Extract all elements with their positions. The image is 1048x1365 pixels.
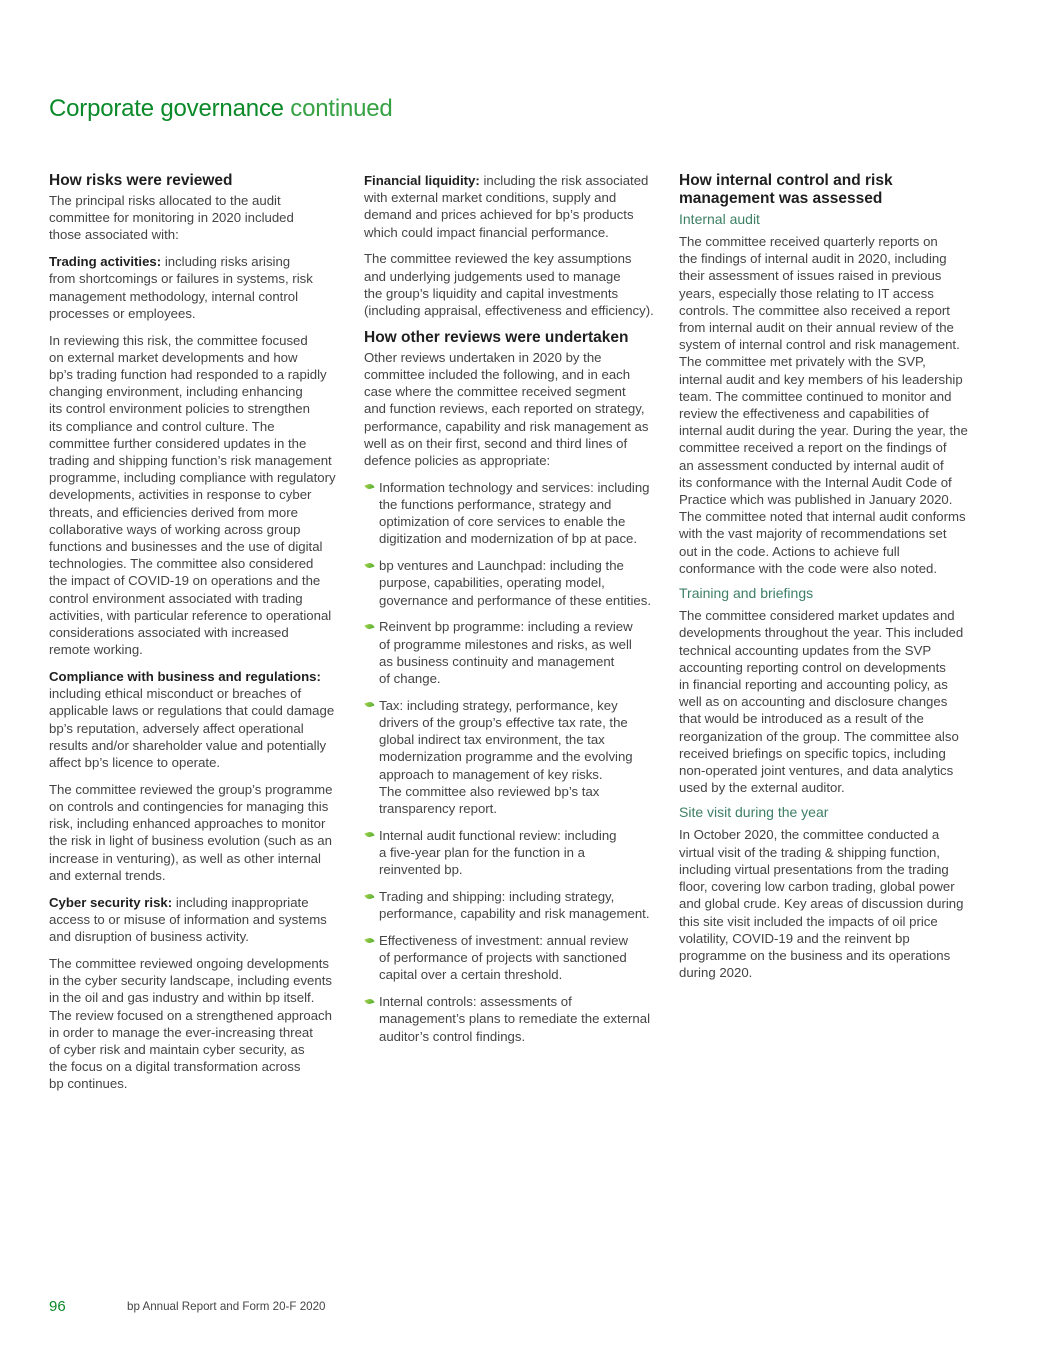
financial-liquidity-text: including the risk associated with external market conditions, supply and demand and prices achieved for bp’s products which could impact financial performance. xyxy=(364,173,649,240)
review-list-item xyxy=(364,697,662,817)
review-item-text: Reinvent bp programme: including a review of programme milestones and risks, as well as business continuity and management of change. xyxy=(379,619,633,687)
review-item-text: Effectiveness of investment: annual review of performance of projects with sanctioned capital over a certain threshold. xyxy=(379,933,628,983)
page-title-main: Corporate governance xyxy=(49,95,284,122)
financial-liquidity-lead: Financial liquidity: xyxy=(364,173,480,188)
leaf-bullet-icon xyxy=(364,483,374,491)
review-list-item xyxy=(364,932,662,984)
compliance-text: including ethical misconduct or breaches of applicable laws or regulations that could damage bp’s reputation, adversely affect operational results and/or shareholder value and potentially affect bp’s licence to operate. xyxy=(49,686,335,771)
leaf-bullet-icon xyxy=(364,892,374,900)
column-middle xyxy=(364,172,662,1054)
training-subheading: Training and briefings xyxy=(679,585,814,602)
publication-title: bp Annual Report and Form 20-F 2020 xyxy=(127,1300,326,1313)
training-paragraph: The committee considered market updates and developments throughout the year. This included technical accounting updates from the SVP accounting reporting control on developments in financial reporting and accounting policy, as well as on accounting and disclosure changes that would be introduced as a result of the reorganization of the group. The committee also received briefings on specific topics, including non-operated joint ventures, and data analytics used by the external auditor. xyxy=(679,608,964,796)
leaf-bullet-icon xyxy=(364,936,374,944)
trading-activities-paragraph xyxy=(49,253,345,322)
compliance-review-paragraph: The committee reviewed the group’s programme on controls and contingencies for managing this risk, including enhanced approaches to monitor the risk in light of business evolution (such as an increase in venturing), as well as other internal and external trends. xyxy=(49,781,333,883)
review-list-item xyxy=(364,827,662,879)
cyber-security-lead: Cyber security risk: xyxy=(49,894,173,910)
trading-activities-text: including risks arising from shortcomings or failures in systems, risk management methodology, internal control processes or employees. xyxy=(49,254,313,321)
leaf-bullet-icon xyxy=(364,831,374,839)
leaf-bullet-icon xyxy=(364,997,374,1005)
review-item-text: bp ventures and Launchpad: including the purpose, capabilities, operating model, governance and performance of these entities. xyxy=(379,558,651,608)
trading-review-paragraph: In reviewing this risk, the committee focused on external market developments and how bp’s trading function had responded to a rapidly changing environment, including enhancing its control environment policies to strengthen its compliance and control culture. The committee further considered updates in the trading and shipping function’s risk management programme, including compliance with regulatory developments, activities in response to cyber threats, and efficiencies derived from more collaborative ways of working across group functions and businesses and the use of digital technologies. The committee also considered the impact of COVID-19 on operations and the control environment associated with trading activities, with particular reference to operational considerations associated with increased remote working. xyxy=(49,332,336,658)
financial-liquidity-paragraph xyxy=(364,172,662,241)
review-list-item xyxy=(364,618,662,687)
review-item-text: Internal audit functional review: including a five-year plan for the function in a reinvented bp. xyxy=(379,827,617,878)
other-reviews-intro-paragraph: Other reviews undertaken in 2020 by the committee included the following, and in each case where the committee received segment and function reviews, each reported on strategy, performance, capability and risk management as well as on their first, second and third lines of defence policies as appropriate: xyxy=(364,349,649,469)
leaf-bullet-icon xyxy=(364,623,374,631)
cyber-security-text: including inappropriate access to or misuse of information and systems and disruption of business activity. xyxy=(49,894,327,945)
cyber-review-paragraph: The committee reviewed ongoing developments in the cyber security landscape, including events in the oil and gas industry and within bp itself. The review focused on a strengthened approach in order to manage the ever-increasing threat of cyber risk and maintain cyber security, as the focus on a digital transformation across bp continues. xyxy=(49,955,332,1092)
site-visit-subheading: Site visit during the year xyxy=(679,804,829,821)
internal-audit-paragraph: The committee received quarterly reports on the findings of internal audit in 2020, including their assessment of issues raised in previous years, especially those relating to IT access controls. The committee also received a report from internal audit on their annual review of the system of internal control and risk management. The committee met privately with the SVP, internal audit and key members of his leadership team. The committee continued to monitor and review the effectiveness and capabilities of internal audit during the year. During the year, the committee received a report on the findings of an assessment conducted by internal audit of its conformance with the Internal Audit Code of Practice which was published in January 2020. The committee noted that internal audit conforms with the vast majority of recommendations set out in the code. Actions to achieve full conformance with the code were also noted. xyxy=(679,234,968,576)
cyber-security-paragraph xyxy=(49,894,345,946)
leaf-bullet-icon xyxy=(364,561,374,569)
risks-reviewed-heading: How risks were reviewed xyxy=(49,172,233,189)
other-reviews-list xyxy=(364,479,662,1045)
other-reviews-heading: How other reviews were undertaken xyxy=(364,328,629,346)
review-item-text: Tax: including strategy, performance, key drivers of the group’s effective tax rate, the global indirect tax environment, the tax modernization programme and the evolving approach to management of key risks. The committee also reviewed bp’s tax transparency report. xyxy=(379,697,633,817)
review-item-text: Trading and shipping: including strategy, performance, capability and risk management. xyxy=(379,889,650,922)
review-item-text: Information technology and services: including the functions performance, strategy and optimization of core services to enable the digitization and modernization of bp at pace. xyxy=(379,479,650,547)
trading-activities-lead: Trading activities: xyxy=(49,254,162,270)
review-list-item xyxy=(364,888,662,922)
page-title xyxy=(49,95,393,123)
site-visit-paragraph: In October 2020, the committee conducted a virtual visit of the trading & shipping function, including virtual presentations from the trading floor, covering low carbon trading, global power and global crude. Key areas of discussion during this site visit included the impacts of oil price volatility, COVID-19 and the reinvent bp programme on the business and its operations during 2020. xyxy=(679,827,964,981)
page-title-suffix: continued xyxy=(290,95,393,122)
page-number: 96 xyxy=(49,1298,66,1315)
review-list-item xyxy=(364,479,662,548)
review-item-text: Internal controls: assessments of management’s plans to remediate the external auditor’s control findings. xyxy=(379,994,650,1044)
column-right xyxy=(679,172,979,991)
column-left xyxy=(49,172,345,1102)
internal-audit-subheading: Internal audit xyxy=(679,211,760,227)
compliance-lead: Compliance with business and regulations: xyxy=(49,669,321,685)
risks-intro-paragraph: The principal risks allocated to the audit committee for monitoring in 2020 included those associated with: xyxy=(49,193,294,243)
leaf-bullet-icon xyxy=(364,701,374,709)
review-list-item xyxy=(364,993,662,1045)
liquidity-review-paragraph: The committee reviewed the key assumptions and underlying judgements used to manage the group’s liquidity and capital investments (including appraisal, effectiveness and efficiency). xyxy=(364,251,654,319)
internal-control-heading: How internal control and risk management was assessed xyxy=(679,172,893,207)
compliance-paragraph xyxy=(49,668,345,771)
review-list-item xyxy=(364,557,662,609)
